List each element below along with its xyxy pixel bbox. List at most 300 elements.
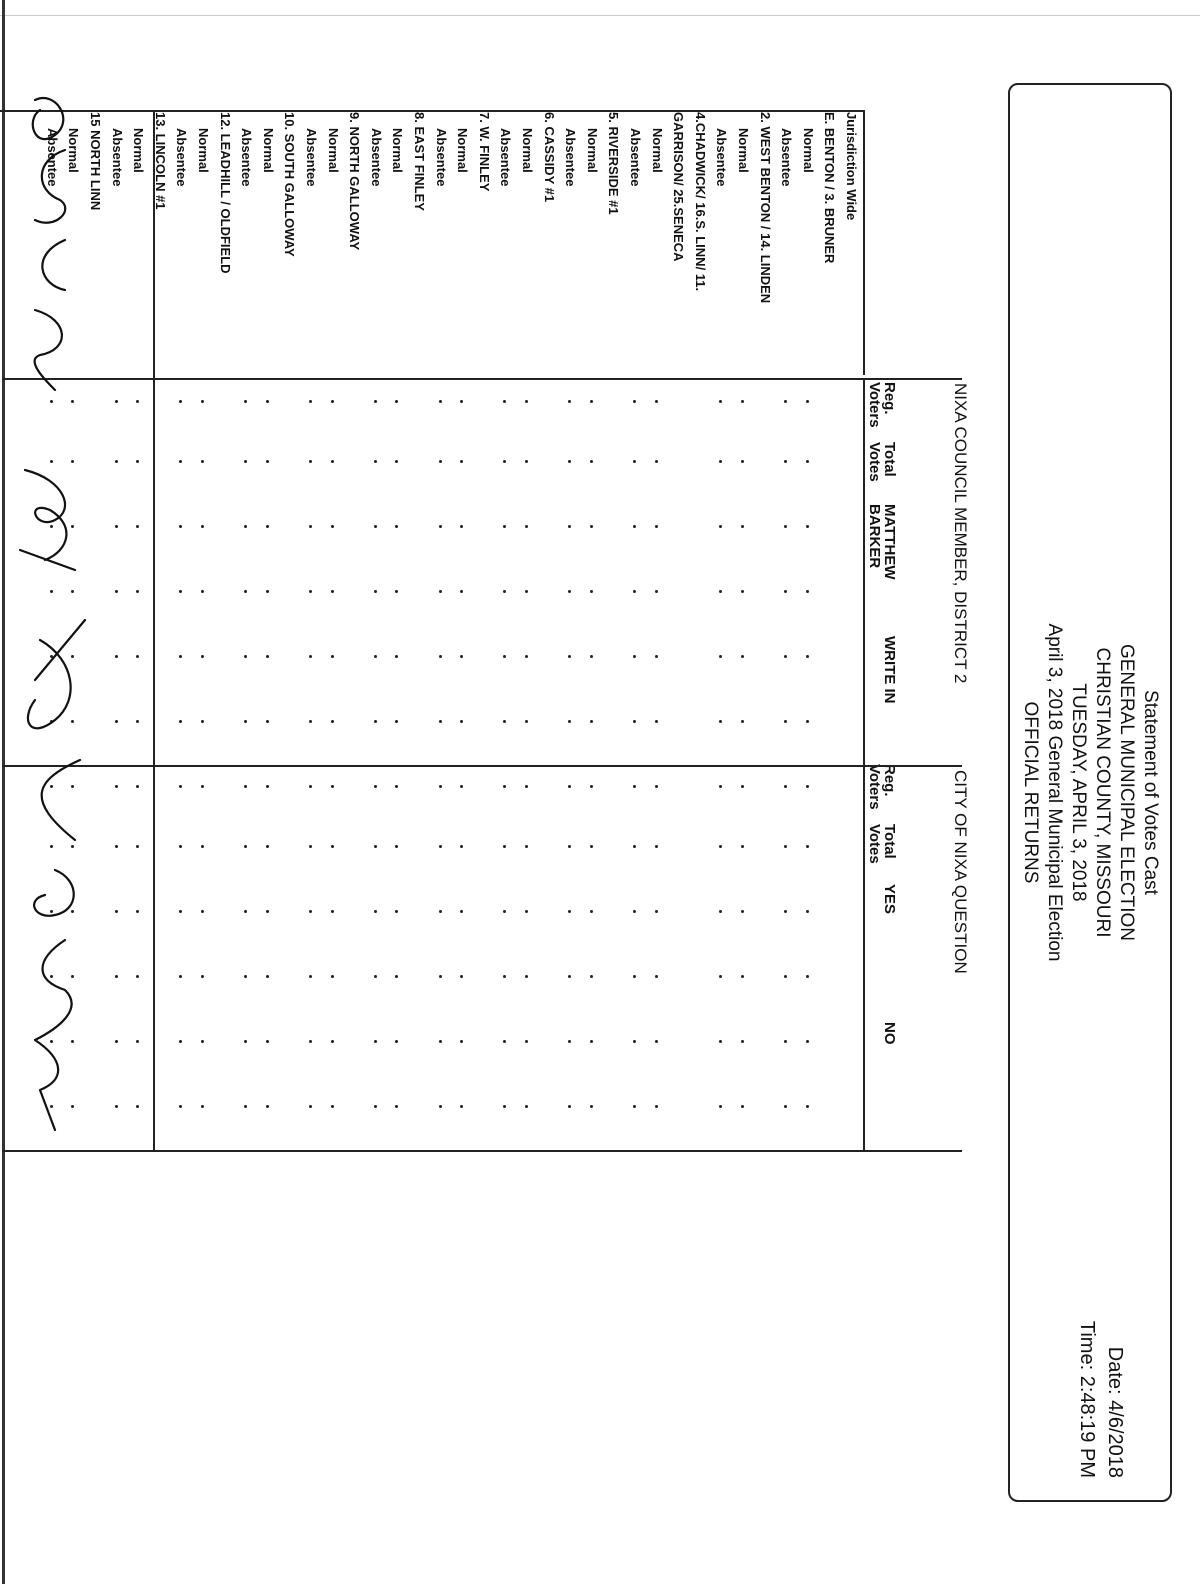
empty-cell-dot [503, 1040, 506, 1043]
empty-cell-dot [784, 590, 787, 593]
empty-cell-dot [784, 1105, 787, 1108]
empty-cell-dot [309, 1040, 312, 1043]
empty-cell-dot [136, 720, 139, 723]
empty-cell-dot [309, 1105, 312, 1108]
empty-cell-dot [460, 655, 463, 658]
empty-cell-dot [655, 1040, 658, 1043]
empty-cell-dot [439, 590, 442, 593]
empty-cell-dot [244, 845, 247, 848]
empty-cell-dot [244, 1105, 247, 1108]
report-date: Date: 4/6/2018 [1104, 1346, 1126, 1478]
row-label-sub: Normal [390, 128, 406, 173]
empty-cell-dot [331, 975, 334, 978]
empty-cell-dot [503, 590, 506, 593]
row-label: 6. CASSIDY #1 [541, 112, 557, 203]
empty-cell-dot [201, 975, 204, 978]
row-label: GARRISON/ 25.SENECA [671, 112, 687, 262]
row-label-sub: Absentee [174, 128, 190, 187]
empty-cell-dot [244, 460, 247, 463]
empty-cell-dot [266, 785, 269, 788]
row-label-sub: Normal [584, 128, 600, 173]
empty-cell-dot [395, 785, 398, 788]
empty-cell-dot [590, 720, 593, 723]
empty-cell-dot [655, 720, 658, 723]
empty-cell-dot [655, 460, 658, 463]
empty-cell-dot [460, 1105, 463, 1108]
empty-cell-dot [590, 590, 593, 593]
empty-cell-dot [719, 975, 722, 978]
empty-cell-dot [568, 720, 571, 723]
council-section-title: NIXA COUNCIL MEMBER, DISTRICT 2 [951, 383, 970, 684]
empty-cell-dot [633, 910, 636, 913]
empty-cell-dot [590, 460, 593, 463]
row-label-sub: Absentee [368, 128, 384, 187]
empty-cell-dot [719, 1105, 722, 1108]
row-label-sub: Normal [520, 128, 535, 173]
empty-cell-dot [331, 400, 334, 403]
row-label: 13. LINCOLN #1 [152, 112, 168, 210]
empty-cell-dot [266, 845, 269, 848]
empty-cell-dot [806, 460, 809, 463]
empty-cell-dot [633, 975, 636, 978]
col-reg-voters-2: Reg. Voters [866, 764, 898, 810]
col-matthew-barker: MATTHEW BARKER [866, 504, 898, 580]
empty-cell-dot [590, 525, 593, 528]
empty-cell-dot [590, 910, 593, 913]
empty-cell-dot [179, 590, 182, 593]
empty-cell-dot [741, 1040, 744, 1043]
empty-cell-dot [395, 460, 398, 463]
empty-cell-dot [525, 655, 528, 658]
empty-cell-dot [741, 845, 744, 848]
empty-cell-dot [395, 845, 398, 848]
empty-cell-dot [503, 460, 506, 463]
page-bottom-rule [2, 0, 5, 1584]
row-label-sub: Normal [131, 128, 147, 173]
row-label-sub: Normal [66, 128, 82, 173]
empty-cell-dot [784, 460, 787, 463]
official-signatures [10, 80, 95, 1160]
empty-cell-dot [590, 1105, 593, 1108]
empty-cell-dot [633, 720, 636, 723]
col-reg-voters-1: Reg. Voters [866, 382, 898, 428]
empty-cell-dot [525, 525, 528, 528]
report-title: Statement of Votes Cast [1140, 690, 1161, 895]
empty-cell-dot [633, 1105, 636, 1108]
row-label: 7. W. FINLEY [476, 112, 492, 192]
empty-cell-dot [331, 655, 334, 658]
label-column-rule [863, 110, 865, 375]
empty-cell-dot [806, 400, 809, 403]
empty-cell-dot [460, 1040, 463, 1043]
empty-cell-dot [633, 590, 636, 593]
empty-cell-dot [374, 525, 377, 528]
row-label: 2. WEST BENTON / 14. LINDEN [757, 112, 773, 304]
empty-cell-dot [439, 1040, 442, 1043]
empty-cell-dot [439, 975, 442, 978]
empty-cell-dot [395, 525, 398, 528]
empty-cell-dot [244, 1040, 247, 1043]
empty-cell-dot [741, 655, 744, 658]
empty-cell-dot [201, 785, 204, 788]
empty-cell-dot [179, 525, 182, 528]
col-total-votes-2: Total Votes [866, 824, 898, 864]
empty-cell-dot [806, 525, 809, 528]
empty-cell-dot [374, 460, 377, 463]
empty-cell-dot [568, 1040, 571, 1043]
empty-cell-dot [115, 785, 118, 788]
row-label-sub: Normal [800, 128, 816, 173]
question-divider-right [2, 1150, 962, 1152]
empty-cell-dot [331, 525, 334, 528]
row-label: 5. RIVERSIDE #1 [606, 112, 622, 215]
empty-cell-dot [179, 785, 182, 788]
election-name: GENERAL MUNICIPAL ELECTION [1116, 643, 1137, 942]
empty-cell-dot [741, 525, 744, 528]
empty-cell-dot [374, 975, 377, 978]
empty-cell-dot [309, 720, 312, 723]
empty-cell-dot [719, 1040, 722, 1043]
empty-cell-dot [784, 910, 787, 913]
empty-cell-dot [525, 910, 528, 913]
empty-cell-dot [460, 910, 463, 913]
empty-cell-dot [136, 910, 139, 913]
empty-cell-dot [309, 590, 312, 593]
empty-cell-dot [331, 910, 334, 913]
row-label-sub: Absentee [563, 128, 579, 187]
empty-cell-dot [590, 1040, 593, 1043]
empty-cell-dot [655, 785, 658, 788]
row-label: 8. EAST FINLEY [412, 112, 427, 211]
empty-cell-dot [331, 460, 334, 463]
empty-cell-dot [309, 785, 312, 788]
empty-cell-dot [719, 655, 722, 658]
empty-cell-dot [525, 975, 528, 978]
empty-cell-dot [741, 785, 744, 788]
row-label-sub: Normal [455, 128, 471, 173]
empty-cell-dot [395, 720, 398, 723]
empty-cell-dot [525, 785, 528, 788]
row-label-sub: Normal [736, 128, 751, 173]
empty-cell-dot [395, 975, 398, 978]
empty-cell-dot [309, 910, 312, 913]
empty-cell-dot [719, 460, 722, 463]
empty-cell-dot [374, 720, 377, 723]
empty-cell-dot [741, 460, 744, 463]
empty-cell-dot [784, 1040, 787, 1043]
empty-cell-dot [244, 655, 247, 658]
empty-cell-dot [395, 590, 398, 593]
empty-cell-dot [374, 910, 377, 913]
empty-cell-dot [201, 590, 204, 593]
empty-cell-dot [525, 460, 528, 463]
empty-cell-dot [719, 720, 722, 723]
empty-cell-dot [309, 655, 312, 658]
empty-cell-dot [439, 785, 442, 788]
empty-cell-dot [525, 845, 528, 848]
empty-cell-dot [136, 785, 139, 788]
empty-cell-dot [655, 975, 658, 978]
empty-cell-dot [179, 910, 182, 913]
empty-cell-dot [136, 975, 139, 978]
empty-cell-dot [633, 525, 636, 528]
empty-cell-dot [503, 525, 506, 528]
empty-cell-dot [741, 400, 744, 403]
empty-cell-dot [179, 460, 182, 463]
row-label-sub: Normal [196, 128, 211, 173]
empty-cell-dot [115, 910, 118, 913]
empty-cell-dot [374, 400, 377, 403]
empty-cell-dot [201, 720, 204, 723]
empty-cell-dot [439, 400, 442, 403]
empty-cell-dot [439, 655, 442, 658]
empty-cell-dot [115, 845, 118, 848]
empty-cell-dot [633, 845, 636, 848]
empty-cell-dot [266, 1105, 269, 1108]
empty-cell-dot [590, 975, 593, 978]
empty-cell-dot [460, 975, 463, 978]
empty-cell-dot [201, 400, 204, 403]
empty-cell-dot [784, 525, 787, 528]
empty-cell-dot [266, 655, 269, 658]
empty-cell-dot [503, 655, 506, 658]
empty-cell-dot [331, 785, 334, 788]
row-label-sub: Normal [325, 128, 341, 173]
row-label: 9. NORTH GALLOWAY [347, 112, 363, 251]
empty-cell-dot [633, 655, 636, 658]
empty-cell-dot [395, 400, 398, 403]
empty-cell-dot [331, 720, 334, 723]
row-label: 15 NORTH LINN [88, 112, 103, 211]
empty-cell-dot [201, 845, 204, 848]
empty-cell-dot [460, 460, 463, 463]
empty-cell-dot [244, 590, 247, 593]
empty-cell-dot [439, 460, 442, 463]
empty-cell-dot [179, 1105, 182, 1108]
empty-cell-dot [741, 590, 744, 593]
empty-cell-dot [633, 400, 636, 403]
empty-cell-dot [395, 1105, 398, 1108]
empty-cell-dot [568, 460, 571, 463]
empty-cell-dot [568, 910, 571, 913]
empty-cell-dot [309, 460, 312, 463]
empty-cell-dot [784, 400, 787, 403]
row-label-sub: Absentee [109, 128, 125, 187]
empty-cell-dot [115, 460, 118, 463]
empty-cell-dot [309, 525, 312, 528]
empty-cell-dot [374, 845, 377, 848]
row-label-sub: Absentee [304, 128, 319, 187]
empty-cell-dot [374, 1040, 377, 1043]
empty-cell-dot [309, 975, 312, 978]
empty-cell-dot [806, 655, 809, 658]
empty-cell-dot [201, 655, 204, 658]
empty-cell-dot [266, 975, 269, 978]
empty-cell-dot [266, 525, 269, 528]
empty-cell-dot [460, 720, 463, 723]
empty-cell-dot [568, 785, 571, 788]
empty-cell-dot [590, 400, 593, 403]
empty-cell-dot [655, 845, 658, 848]
empty-cell-dot [719, 910, 722, 913]
empty-cell-dot [741, 910, 744, 913]
empty-cell-dot [266, 910, 269, 913]
empty-cell-dot [115, 590, 118, 593]
empty-cell-dot [439, 720, 442, 723]
report-time: Time: 2:48:19 PM [1076, 1320, 1098, 1478]
signature-3 [28, 620, 85, 840]
empty-cell-dot [244, 525, 247, 528]
empty-cell-dot [179, 655, 182, 658]
empty-cell-dot [439, 525, 442, 528]
empty-cell-dot [568, 1105, 571, 1108]
empty-cell-dot [806, 720, 809, 723]
empty-cell-dot [179, 1040, 182, 1043]
empty-cell-dot [806, 910, 809, 913]
election-description: April 3, 2018 General Municipal Election [1044, 623, 1065, 962]
empty-cell-dot [331, 1105, 334, 1108]
empty-cell-dot [568, 845, 571, 848]
empty-cell-dot [590, 655, 593, 658]
empty-cell-dot [503, 845, 506, 848]
signature-2 [20, 470, 75, 570]
signature-1 [33, 98, 65, 390]
empty-cell-dot [503, 785, 506, 788]
empty-cell-dot [266, 1040, 269, 1043]
empty-cell-dot [525, 590, 528, 593]
empty-cell-dot [655, 400, 658, 403]
empty-cell-dot [568, 655, 571, 658]
empty-cell-dot [439, 845, 442, 848]
empty-cell-dot [655, 910, 658, 913]
empty-cell-dot [503, 975, 506, 978]
row-label-sub: Normal [649, 128, 665, 173]
row-label-sub: Absentee [779, 128, 795, 187]
empty-cell-dot [806, 1105, 809, 1108]
empty-cell-dot [719, 785, 722, 788]
row-label-sub: Absentee [714, 128, 730, 187]
empty-cell-dot [741, 720, 744, 723]
empty-cell-dot [201, 525, 204, 528]
empty-cell-dot [784, 655, 787, 658]
empty-cell-dot [633, 1040, 636, 1043]
empty-cell-dot [719, 525, 722, 528]
empty-cell-dot [590, 845, 593, 848]
empty-cell-dot [784, 845, 787, 848]
empty-cell-dot [374, 590, 377, 593]
empty-cell-dot [136, 400, 139, 403]
empty-cell-dot [179, 845, 182, 848]
empty-cell-dot [503, 720, 506, 723]
empty-cell-dot [784, 975, 787, 978]
empty-cell-dot [568, 975, 571, 978]
county-name: CHRISTIAN COUNTY, MISSOURI [1092, 647, 1113, 938]
empty-cell-dot [633, 785, 636, 788]
empty-cell-dot [266, 460, 269, 463]
col-total-votes-1: Total Votes [866, 442, 898, 482]
empty-cell-dot [525, 1105, 528, 1108]
empty-cell-dot [741, 975, 744, 978]
empty-cell-dot [655, 655, 658, 658]
empty-cell-dot [460, 845, 463, 848]
row-label-sub: Absentee [498, 128, 514, 187]
empty-cell-dot [201, 1040, 204, 1043]
empty-cell-dot [806, 590, 809, 593]
empty-cell-dot [655, 525, 658, 528]
empty-cell-dot [741, 1105, 744, 1108]
empty-cell-dot [179, 720, 182, 723]
empty-cell-dot [395, 655, 398, 658]
empty-cell-dot [201, 1105, 204, 1108]
empty-cell-dot [374, 785, 377, 788]
row-label-sub: Absentee [628, 128, 643, 187]
empty-cell-dot [460, 400, 463, 403]
empty-cell-dot [806, 1040, 809, 1043]
empty-cell-dot [439, 1105, 442, 1108]
election-day: TUESDAY, APRIL 3, 2018 [1068, 683, 1089, 902]
empty-cell-dot [395, 1040, 398, 1043]
empty-cell-dot [115, 655, 118, 658]
empty-cell-dot [266, 720, 269, 723]
empty-cell-dot [136, 1040, 139, 1043]
empty-cell-dot [719, 400, 722, 403]
empty-cell-dot [525, 1040, 528, 1043]
question-divider-left [2, 765, 962, 767]
empty-cell-dot [179, 400, 182, 403]
empty-cell-dot [568, 525, 571, 528]
empty-cell-dot [331, 1040, 334, 1043]
empty-cell-dot [115, 975, 118, 978]
empty-cell-dot [136, 845, 139, 848]
empty-cell-dot [590, 785, 593, 788]
question-section-title: CITY OF NIXA QUESTION [951, 770, 970, 974]
empty-cell-dot [503, 1105, 506, 1108]
row-label: 12. LEADHILL / OLDFIELD [217, 112, 233, 274]
empty-cell-dot [331, 845, 334, 848]
row-label: 10. SOUTH GALLOWAY [282, 112, 298, 257]
row-label-sub: Absentee [239, 128, 255, 187]
empty-cell-dot [568, 400, 571, 403]
empty-cell-dot [136, 590, 139, 593]
empty-cell-dot [244, 400, 247, 403]
empty-cell-dot [309, 400, 312, 403]
col-yes: YES [881, 884, 898, 915]
empty-cell-dot [136, 460, 139, 463]
empty-cell-dot [266, 400, 269, 403]
header-bottom-rule [863, 378, 865, 1150]
empty-cell-dot [115, 720, 118, 723]
empty-cell-dot [136, 655, 139, 658]
row-label: E. BENTON / 3. BRUNER [822, 112, 838, 264]
empty-cell-dot [568, 590, 571, 593]
col-write-in: WRITE IN [881, 636, 898, 704]
empty-cell-dot [719, 845, 722, 848]
empty-cell-dot [244, 720, 247, 723]
row-label-sub: Absentee [433, 128, 449, 187]
empty-cell-dot [331, 590, 334, 593]
empty-cell-dot [374, 655, 377, 658]
empty-cell-dot [525, 400, 528, 403]
empty-cell-dot [374, 1105, 377, 1108]
table-left-rule [153, 110, 155, 1150]
header-box [1008, 83, 1172, 1502]
row-label: 4.CHADWICK/ 16.S. LINN/ 11. [692, 112, 708, 292]
empty-cell-dot [115, 400, 118, 403]
empty-cell-dot [244, 785, 247, 788]
empty-cell-dot [201, 910, 204, 913]
empty-cell-dot [201, 460, 204, 463]
empty-cell-dot [136, 1105, 139, 1108]
